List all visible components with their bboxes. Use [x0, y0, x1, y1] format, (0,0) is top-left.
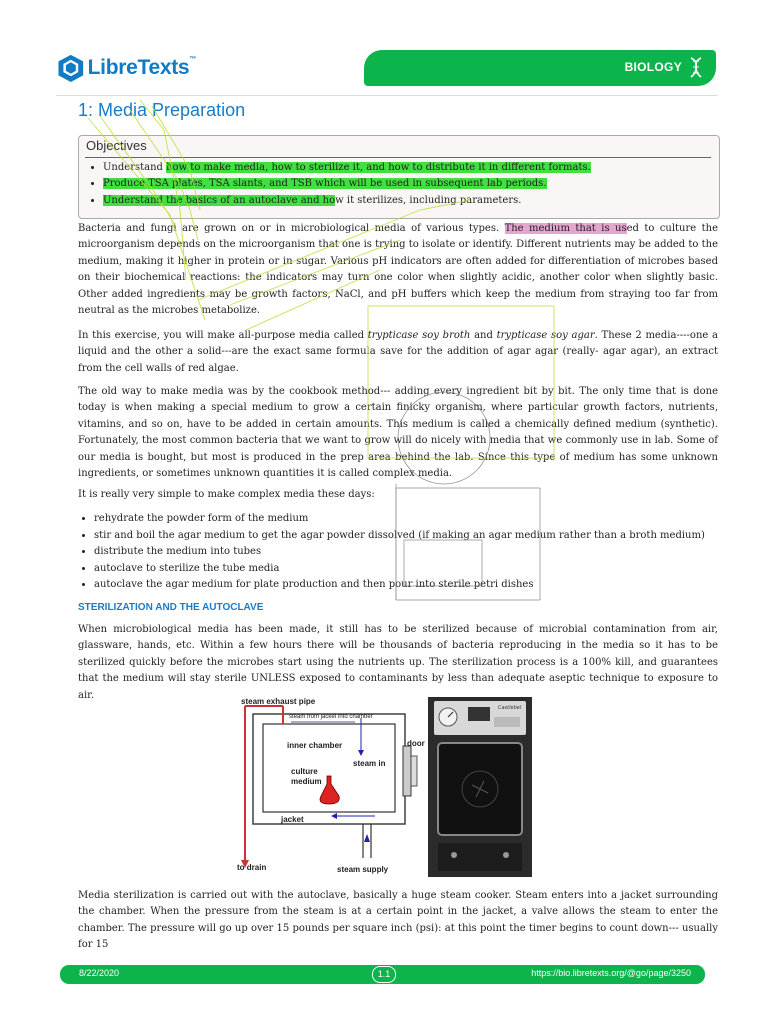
objective-item	[103, 176, 591, 192]
text-highlight: Understand the basics of an autoclave and ho	[103, 194, 336, 206]
label-steam-in: steam in	[353, 759, 386, 768]
objectives-list	[79, 160, 591, 209]
text-highlight: how to make media, how to sterilize it, and how to distribute it in different formats.	[166, 162, 591, 173]
objective-item: • Understand how to make media, how to sterilize it, and how to distribute it in different formats.	[103, 160, 591, 176]
paragraph-exercise: In this exercise, you will make all-purpose media called trypticase soy broth and trypticase soy agar. These 2 media----one a liquid and the other a solid---are the exact same formula save for the addition of agar agar (really- agar agar), an extract from the cell walls of red algae.	[78, 330, 718, 374]
page-footer	[60, 965, 705, 984]
door-shape	[403, 746, 411, 796]
subject-label: BIOLOGY	[624, 60, 682, 74]
paragraph-sterilization: When microbiological media has been made, it still has to be sterilized because of microbial contamination from air, glassware, hands, etc. Within a few hours there will be thousands of bacteria reproducing in the media so it has to be sterilized quickly before the microbes start using the nutrients up. The sterilization process is a 100% kill, and guarantees that the medium will stay sterile UNLESS exposed to contaminants by less than adequate aseptic technique to exposure to air.	[78, 624, 718, 701]
autoclave-photo	[428, 697, 532, 877]
label-jacket-to-chamber: steam from jacket into chamber	[289, 714, 373, 720]
text-highlight: Produce TSA plates, TSA slants, and TSB which will be used in subsequent lab periods.	[103, 178, 547, 190]
libretexts-cube-icon	[56, 50, 86, 86]
paragraph-simple: It is really very simple to make complex media these days:	[78, 489, 375, 500]
list-item: • autoclave the agar medium for plate production and then pour into sterile petri dishes	[94, 577, 734, 594]
photo-brand: Castlebel	[498, 705, 522, 711]
page-title: 1: Media Preparation	[78, 100, 246, 120]
text-highlight-pink: The medium that is us	[504, 223, 627, 234]
objectives-divider	[85, 157, 711, 158]
footer-page-number: 1.1	[372, 966, 396, 983]
list-item: • autoclave to sterilize the tube media	[94, 561, 734, 578]
libretexts-logo[interactable]	[56, 50, 196, 86]
footer-url[interactable]: https://bio.libretexts.org/@go/page/3250	[531, 968, 691, 978]
label-steam-supply: steam supply	[337, 865, 389, 874]
footer-date: 8/22/2020	[79, 968, 120, 978]
label-jacket: jacket	[281, 815, 304, 824]
label-door: door	[407, 739, 425, 748]
objectives-box	[78, 135, 720, 219]
subject-banner[interactable]	[364, 50, 716, 86]
label-medium: medium	[291, 777, 322, 786]
list-item: • stir and boil the agar medium to get the agar powder dissolved (if making an agar medium rather than a broth medium)	[94, 528, 734, 545]
label-exhaust: steam exhaust pipe	[241, 697, 316, 706]
logo-text: LibreTexts™	[87, 56, 196, 79]
paragraph-autoclave: Media sterilization is carried out with the autoclave, basically a huge steam cooker. Steam enters into a jacket surrounding the chamber. When the pressure from the steam is at a certain point in the jacket, a valve allows the steam to enter the chamber. The pressure will go up over 15 pounds per square inch (psi): at this point the timer begins to count down--- usually for 15	[78, 890, 718, 951]
dna-icon	[686, 57, 706, 79]
label-inner-chamber: inner chamber	[287, 741, 343, 750]
objectives-title: Objectives	[86, 138, 147, 153]
list-item: • distribute the medium into tubes	[94, 544, 734, 561]
media-steps-list	[78, 511, 734, 594]
label-culture: culture	[291, 767, 318, 776]
list-item: • rehydrate the powder form of the medium	[94, 511, 734, 528]
paragraph-intro: Bacteria and fungi are grown on or in microbiological media of various types. The medium that is used to culture the microorganism depends on the microorganism that one is trying to isolate or identify. Different nutrients may be added to the medium, making it higher in protein or in sugar. Various pH indicators are often added for differentiation of microbes based on their biochemical reactions: the indicators may turn one color when slightly acidic, another color when slightly basic. Other added ingredients may be growth factors, NaCl, and pH buffers which keep the medium from straying too far from neutral as the microbes metabolize.	[78, 223, 718, 317]
objective-item: • Understand the basics of an autoclave and how it sterilizes, including parameters.	[103, 193, 591, 209]
label-drain: to drain	[237, 863, 267, 872]
header-divider	[56, 95, 718, 96]
section-heading: STERILIZATION AND THE AUTOCLAVE	[78, 602, 264, 613]
paragraph-cookbook: The old way to make media was by the cookbook method--- adding every ingredient bit by bit. The only time that is done today is when making a special medium to grow a certain finicky organism, where particular growth factors, nutrients, vitamins, and so on, have to be added in certain amounts. This medium is called a chemically defined medium (synthetic). Fortunately, the most common bacteria that we want to grow will do nicely with media that we commonly use in lab. Some of our media is bought, but most is produced in the prep area behind the lab. Since this type of medium has some unknown ingredients, or sometimes unknown quantities it is called complex media.	[78, 386, 718, 480]
